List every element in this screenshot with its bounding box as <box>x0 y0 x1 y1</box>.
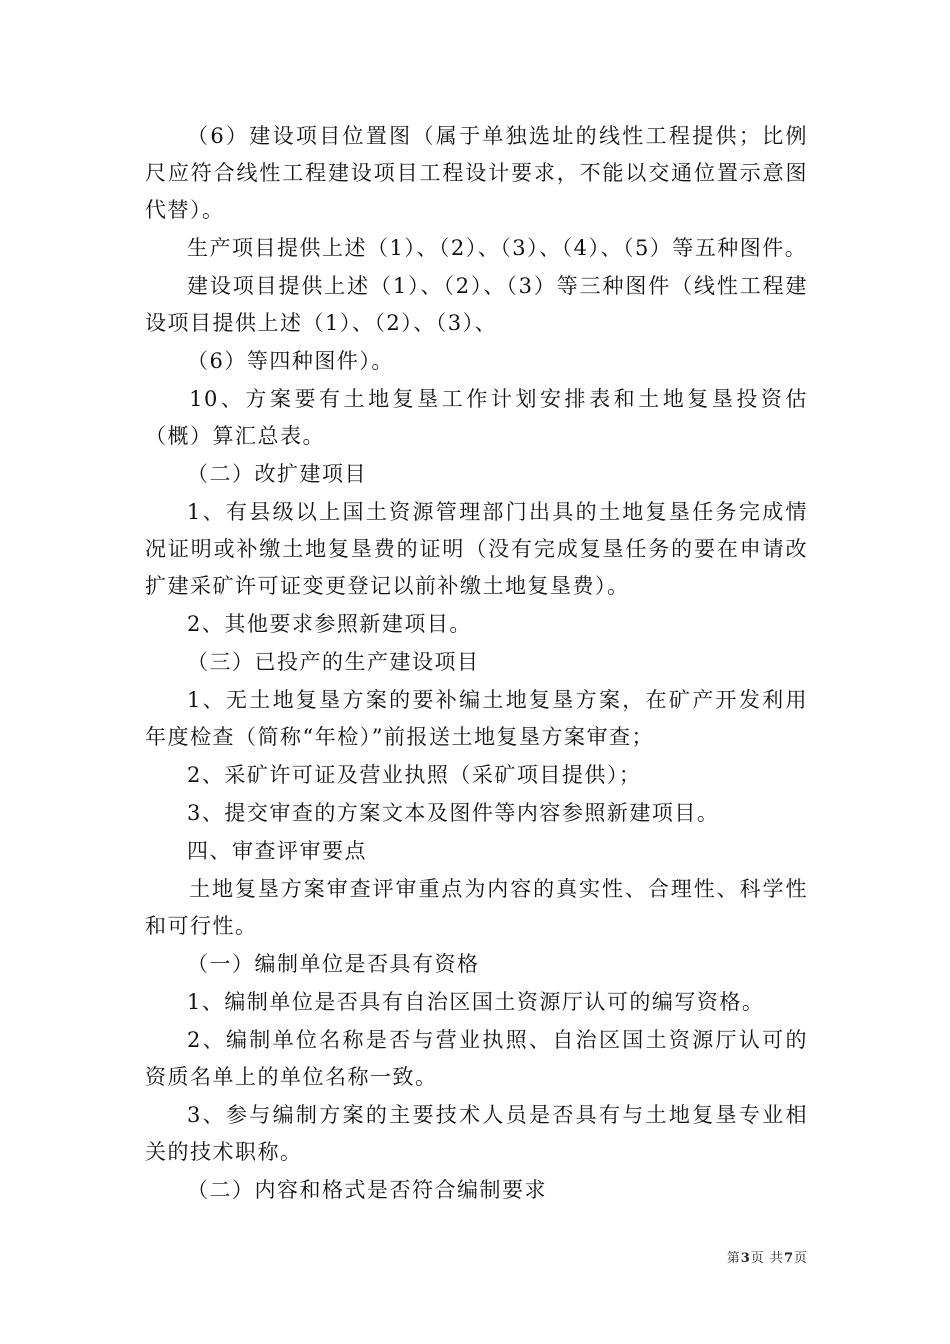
paragraph: 1、编制单位是否具有自治区国土资源厅认可的编写资格。 <box>187 990 765 1014</box>
paragraph: （6）建设项目位置图（属于单独选址的线性工程提供；比例尺应符合线性工程建设项目工程设计要求，不能以交通位置示意图代替）。 <box>145 124 808 222</box>
paragraph: 3、提交审查的方案文本及图件等内容参照新建项目。 <box>187 801 720 825</box>
paragraph: （6）等四种图件）。 <box>187 349 394 373</box>
section-heading: （一）编制单位是否具有资格 <box>187 952 480 976</box>
paragraph: 1、无土地复垦方案的要补编土地复垦方案，在矿产开发利用年度检查（简称“年检）”前报送土地复垦方案审查； <box>145 688 808 749</box>
section-heading: （三）已投产的生产建设项目 <box>187 650 480 674</box>
footer-middle: 页 共 <box>750 1251 784 1266</box>
paragraph: 2、编制单位名称是否与营业执照、自治区国土资源厅认可的资质名单上的单位名称一致。 <box>145 1028 808 1089</box>
footer-suffix: 页 <box>793 1251 808 1266</box>
paragraph: 3、参与编制方案的主要技术人员是否具有与土地复垦专业相关的技术职称。 <box>145 1103 808 1164</box>
section-heading: 四、审查评审要点 <box>187 839 367 863</box>
paragraph: 2、采矿许可证及营业执照（采矿项目提供）； <box>187 763 642 787</box>
paragraph: 10、方案要有土地复垦工作计划安排表和土地复垦投资估（概）算汇总表。 <box>145 387 808 448</box>
paragraph: 建设项目提供上述（1）、（2）、（3）等三种图件（线性工程建设项目提供上述（1）、（2）、（3）、 <box>145 274 808 335</box>
paragraph: 生产项目提供上述（1）、（2）、（3）、（4）、（5）等五种图件。 <box>187 236 808 260</box>
document-body <box>145 118 808 1210</box>
section-heading: （二）改扩建项目 <box>187 462 367 486</box>
total-page-count: 7 <box>783 1251 794 1266</box>
paragraph: 1、有县级以上国土资源管理部门出具的土地复垦任务完成情况证明或补缴土地复垦费的证明（没有完成复垦任务的要在申请改扩建采矿许可证变更登记以前补缴土地复垦费）。 <box>145 500 808 598</box>
page-number-footer <box>700 1247 808 1266</box>
paragraph: 2、其他要求参照新建项目。 <box>187 612 472 636</box>
paragraph: 土地复垦方案审查评审重点为内容的真实性、合理性、科学性和可行性。 <box>145 877 808 938</box>
footer-prefix: 第 <box>726 1251 741 1266</box>
section-heading: （二）内容和格式是否符合编制要求 <box>187 1178 547 1202</box>
current-page-number: 3 <box>740 1251 751 1266</box>
